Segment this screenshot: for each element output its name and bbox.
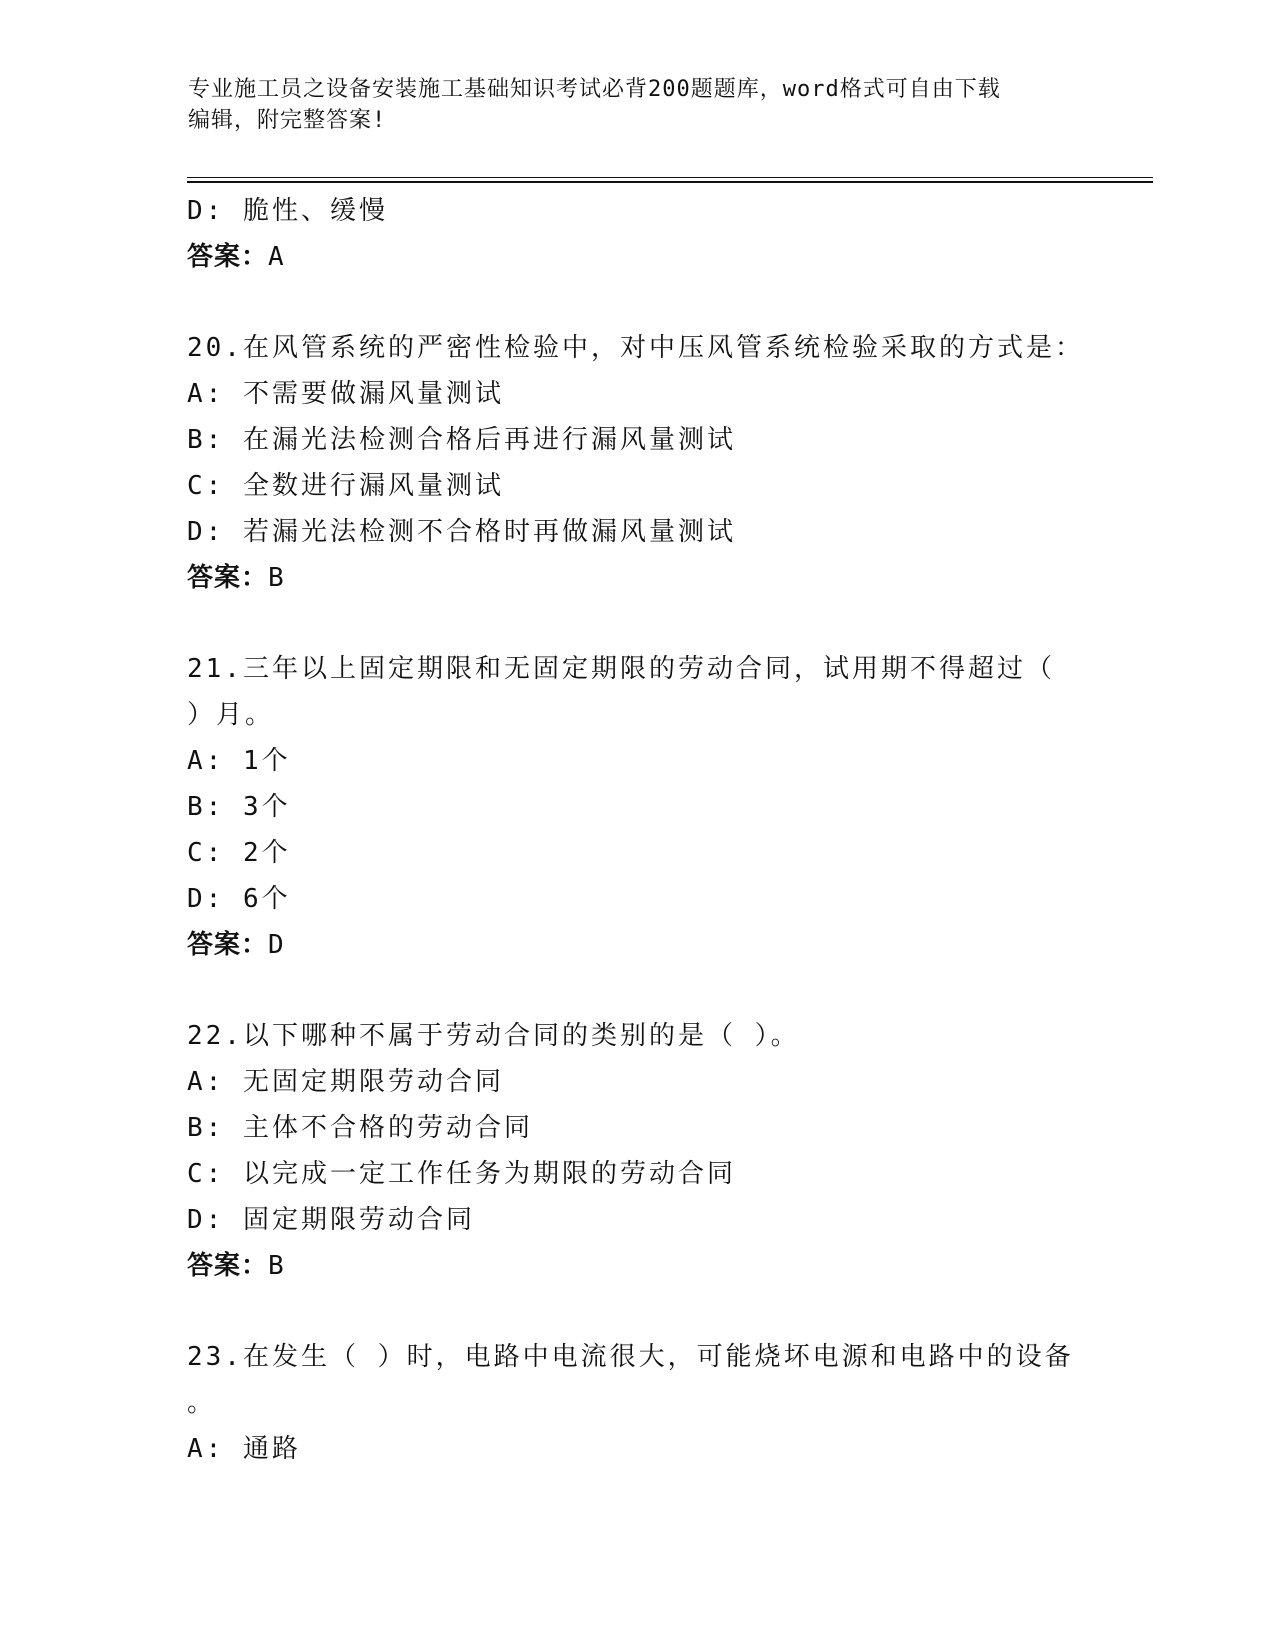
option-a: A: 1个 — [187, 746, 291, 776]
answer-label: 答案： — [187, 930, 269, 960]
question-20 — [187, 325, 1084, 601]
header-line-2: 编辑，附完整答案! — [188, 108, 387, 133]
question-stem: 23.在发生（ ）时，电路中电流很大，可能烧坏电源和电路中的设备 — [187, 1342, 1074, 1372]
question-23 — [187, 1334, 1074, 1472]
option-c: C: 以完成一定工作任务为期限的劳动合同 — [187, 1159, 736, 1189]
option-d: D: 脆性、缓慢 — [187, 196, 388, 226]
option-c: C: 全数进行漏风量测试 — [187, 471, 504, 501]
option-d: D: 6个 — [187, 884, 291, 914]
question-stem: 21.三年以上固定期限和无固定期限的劳动合同，试用期不得超过（ — [187, 654, 1055, 684]
answer-label: 答案： — [187, 563, 269, 593]
question-stem-continued: 。 — [187, 1388, 217, 1418]
answer-label: 答案： — [187, 242, 269, 272]
answer-value: B — [268, 563, 284, 593]
answer-value: D — [268, 930, 284, 960]
option-b: B: 3个 — [187, 792, 291, 822]
option-d: D: 若漏光法检测不合格时再做漏风量测试 — [187, 517, 736, 547]
question-stem-continued: ）月。 — [187, 700, 275, 730]
option-c: C: 2个 — [187, 838, 291, 868]
document-header — [188, 74, 1088, 136]
answer-value: B — [268, 1251, 284, 1281]
header-line-1: 专业施工员之设备安装施工基础知识考试必背200题题库，word格式可自由下载 — [188, 77, 1001, 102]
question-fragment — [187, 188, 1067, 280]
option-a: A: 不需要做漏风量测试 — [187, 379, 504, 409]
option-a: A: 无固定期限劳动合同 — [187, 1067, 504, 1097]
question-stem: 22.以下哪种不属于劳动合同的类别的是（ ）。 — [187, 1021, 800, 1051]
header-divider-thick — [187, 181, 1153, 183]
option-b: B: 在漏光法检测合格后再进行漏风量测试 — [187, 425, 736, 455]
option-d: D: 固定期限劳动合同 — [187, 1205, 475, 1235]
question-22 — [187, 1013, 1067, 1289]
option-a: A: 通路 — [187, 1434, 301, 1464]
question-list — [187, 188, 1084, 1472]
answer-line — [187, 234, 1067, 280]
answer-line — [187, 555, 1067, 601]
answer-line — [187, 1243, 1067, 1289]
header-divider-thin — [187, 177, 1153, 178]
option-b: B: 主体不合格的劳动合同 — [187, 1113, 533, 1143]
question-21 — [187, 646, 1067, 968]
answer-line — [187, 922, 1067, 968]
question-stem: 20.在风管系统的严密性检验中，对中压风管系统检验采取的方式是： — [187, 333, 1084, 363]
answer-label: 答案： — [187, 1251, 269, 1281]
answer-value: A — [268, 242, 284, 272]
